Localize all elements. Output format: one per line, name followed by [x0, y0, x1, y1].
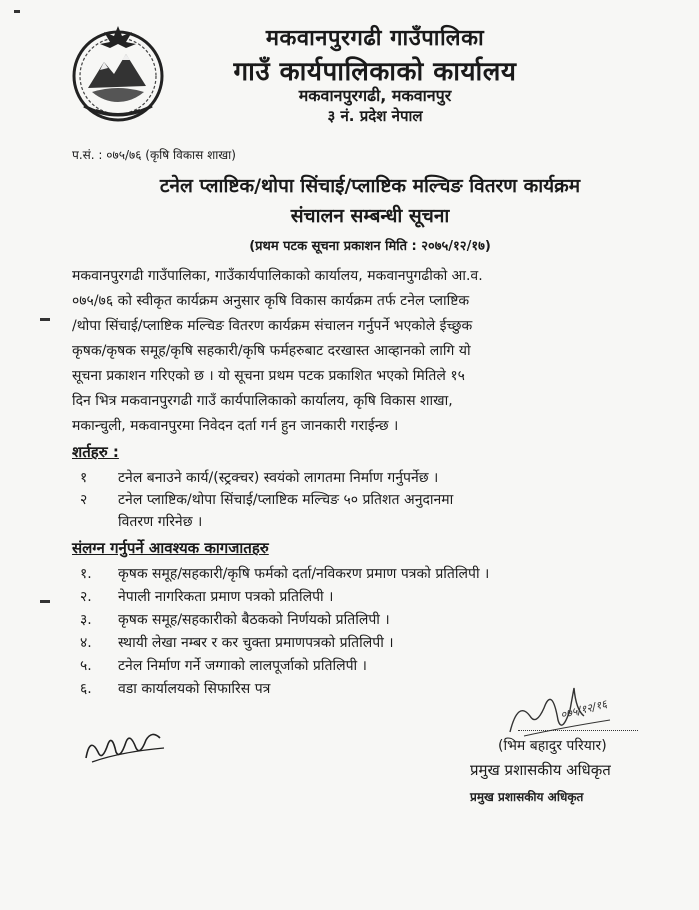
office-address: मकवानपुरगढी, मकवानपुर [298, 86, 452, 105]
body-line: मकान्चुली, मकवानपुरमा निवेदन दर्ता गर्न हुन जानकारी गराईन्छ । [72, 418, 399, 434]
reference-number: प.सं. : ०७५/७६ (कृषि विकास शाखा) [72, 148, 236, 162]
condition-item [0, 490, 699, 514]
body-line: ०७५/७६ को स्वीकृत कार्यक्रम अनुसार कृषि विकास कार्यक्रम तर्फ टनेल प्लाष्टिक [72, 293, 470, 309]
document-item [0, 633, 699, 657]
signature-line [518, 730, 638, 731]
documents-heading: संलग्न गर्नुपर्ने आवश्यक कागजातहरु [72, 539, 269, 557]
document-text: टनेल निर्माण गर्ने जग्गाको लालपूर्जाको प्रतिलिपी । [118, 658, 367, 674]
publication-date: (प्रथम पटक सूचना प्रकाशन मिति : २०७५/१२/१७) [249, 239, 491, 254]
document-text: वडा कार्यालयको सिफारिस पत्र [118, 681, 271, 697]
condition-text: वितरण गरिनेछ । [118, 514, 203, 530]
signatory-designation: प्रमुख प्रशासकीय अधिकृत [470, 761, 611, 779]
document-text: नेपाली नागरिकता प्रमाण पत्रको प्रतिलिपी । [118, 589, 334, 605]
document-number: ३. [80, 612, 92, 628]
notice-title-line1: टनेल प्लाष्टिक/थोपा सिंचाई/प्लाष्टिक मल्चिङ वितरण कार्यक्रम [159, 175, 581, 197]
condition-text: टनेल प्लाष्टिक/थोपा सिंचाई/प्लाष्टिक मल्चिङ ५० प्रतिशत अनुदानमा [118, 492, 454, 508]
condition-number: १ [80, 470, 88, 486]
body-line: मकवानपुरगढी गाउँपालिका, गाउँकार्यपालिकाको कार्यालय, मकवानपुगढीको आ.व. [72, 268, 483, 284]
office-name: गाउँ कार्यपालिकाको कार्यालय [233, 57, 517, 87]
condition-text: टनेल बनाउने कार्य/(स्ट्रक्चर) स्वयंको लागतमा निर्माण गर्नुपर्नेछ । [118, 470, 439, 486]
body-line: सूचना प्रकाशन गरिएको छ । यो सूचना प्रथम पटक प्रकाशित भएको मितिले १५ [72, 368, 465, 384]
condition-item-continued [0, 512, 699, 536]
document-number: ४. [80, 635, 92, 651]
nepal-emblem-icon [62, 18, 174, 130]
initials-signature-icon [80, 722, 170, 772]
municipality-name: मकवानपुरगढी गाउँपालिका [265, 26, 485, 51]
designation-stamp: प्रमुख प्रशासकीय अधिकृत [470, 790, 584, 804]
body-line: दिन भित्र मकवानपुरगढी गाउँ कार्यपालिकाको कार्यालय, कृषि विकास शाखा, [72, 393, 453, 409]
document-number: २. [80, 589, 92, 605]
document-text: कृषक समूह/सहकारीको बैठकको निर्णयको प्रतिलिपी । [118, 612, 390, 628]
signature-date: ०७५/१२/१६ [559, 697, 609, 722]
body-line: कृषक/कृषक समूह/कृषि सहकारी/कृषि फर्महरुबाट दरखास्त आव्हानको लागि यो [72, 343, 471, 359]
document-item [0, 564, 699, 588]
document-item [0, 587, 699, 611]
signatory-name: (भिम बहादुर परियार) [498, 738, 607, 754]
document-number: ५. [80, 658, 92, 674]
document-text: कृषक समूह/सहकारी/कृषि फर्मको दर्ता/नविकरण प्रमाण पत्रको प्रतिलिपी । [118, 566, 490, 582]
document-item [0, 610, 699, 634]
province-line: ३ नं. प्रदेश नेपाल [327, 107, 423, 125]
document-number: १. [80, 566, 92, 582]
conditions-heading: शर्तहरु : [72, 443, 119, 461]
condition-item [0, 468, 699, 492]
document-item [0, 656, 699, 680]
margin-mark [40, 318, 50, 321]
condition-number: २ [80, 492, 88, 508]
body-line: /थोपा सिंचाई/प्लाष्टिक मल्चिङ वितरण कार्यक्रम संचालन गर्नुपर्ने भएकोले ईच्छुक [72, 318, 473, 334]
margin-mark [14, 10, 20, 13]
notice-title-line2: संचालन सम्बन्धी सूचना [290, 205, 450, 227]
document-text: स्थायी लेखा नम्बर र कर चुक्ता प्रमाणपत्रको प्रतिलिपी । [118, 635, 394, 651]
margin-mark [40, 600, 50, 603]
document-number: ६. [80, 681, 92, 697]
